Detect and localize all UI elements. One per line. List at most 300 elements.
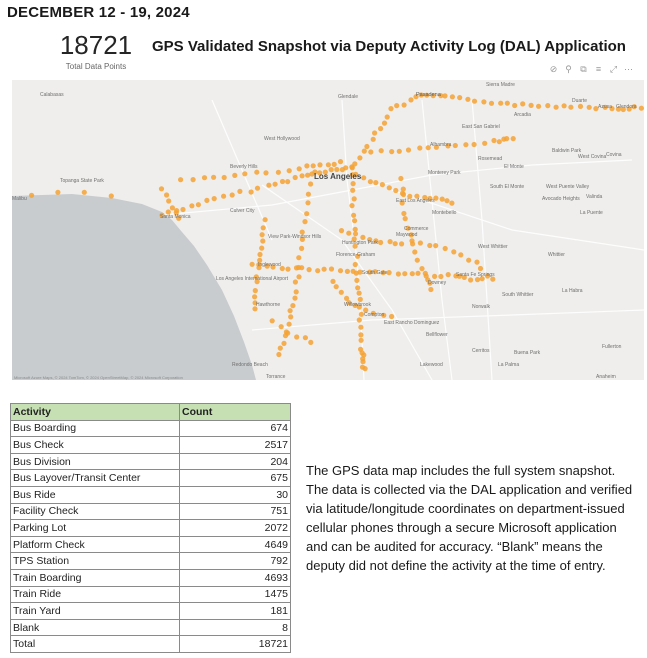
gps-point [351,181,356,186]
map-label-la-puente: La Puente [580,210,603,216]
gps-point [355,285,360,290]
gps-point [444,198,449,203]
gps-point [332,162,337,167]
gps-point [578,104,583,109]
gps-point [221,194,226,199]
gps-point [232,173,237,178]
gps-point [326,162,331,167]
gps-point [372,130,377,135]
activity-cell: Train Yard [11,603,180,620]
gps-point [398,176,403,181]
count-cell: 751 [180,503,291,520]
gps-point [345,269,350,274]
gps-point [278,346,283,351]
gps-point [82,190,87,195]
gps-point [415,271,420,276]
table-header-row [11,404,291,421]
gps-point [373,180,378,185]
activity-cell: Bus Ride [11,486,180,503]
table-row [11,569,291,586]
table-row [11,520,291,537]
gps-point [285,331,290,336]
gps-point [329,266,334,271]
gps-point [357,317,362,322]
gps-point [290,303,295,308]
map-label-glendale: Glendale [338,94,359,100]
gps-point [287,168,292,173]
gps-point [300,173,305,178]
gps-point [338,159,343,164]
gps-point [285,267,290,272]
gps-point [334,284,339,289]
map-label-huntington-park: Huntington Park [342,240,378,246]
activity-cell: Facility Check [11,503,180,520]
map-label-whittier: Whittier [548,252,565,258]
gps-point [491,138,496,143]
gps-map[interactable] [12,80,644,380]
gps-point [303,335,308,340]
gps-point [562,103,567,108]
count-cell: 181 [180,603,291,620]
map-label-la-habra: La Habra [562,288,583,294]
gps-point [380,182,385,187]
gps-point [304,163,309,168]
map-label-buena-park: Buena Park [514,350,541,356]
gps-point [351,213,356,218]
gps-point [468,277,473,282]
gps-point [482,141,487,146]
gps-point [497,139,502,144]
gps-point [358,325,363,330]
gps-point [180,207,185,212]
gps-point [536,104,541,109]
map-label-rosemead: Rosemead [478,156,503,162]
gps-point [315,268,320,273]
gps-point [385,114,390,119]
map-label-la-palma: La Palma [498,362,520,368]
gps-point [351,269,356,274]
gps-point [311,163,316,168]
map-label-duarte: Duarte [572,98,588,104]
gps-point [109,193,114,198]
gps-point [511,136,516,141]
gps-point [443,246,448,251]
gps-point [359,338,364,343]
map-label-montebello: Montebello [432,210,457,216]
gps-point [472,142,477,147]
gps-point [393,188,398,193]
count-cell: 30 [180,486,291,503]
gps-point [512,103,517,108]
map-explanation-note: The GPS data map includes the full system snapshot. The data is collected via the DAL application and verified via latitude/longitude coordinates on department-issued cellular phones through a secure Microsoft application and can be audited for accuracy. “Blank” means the deputy did not define the activity at the time of entry. [306,463,633,573]
gps-point [402,102,407,107]
map-label-monterey-park: Monterey Park [428,170,461,176]
activity-count-table [10,403,291,653]
gps-point [354,278,359,283]
gps-point [296,265,301,270]
map-label-fullerton: Fullerton [602,344,622,350]
table-row [11,437,291,454]
map-label-avocado-heights: Avocado Heights [542,196,580,202]
gps-point [255,186,260,191]
gps-point [389,149,394,154]
activity-column-header: Activity [11,404,180,421]
gps-point [261,225,266,230]
table-row [11,603,291,620]
gps-point [463,142,468,147]
map-label-south-el-monte: South El Monte [490,184,525,190]
gps-point [222,175,227,180]
map-label-south-gate: South Gate [362,270,388,276]
count-cell: 675 [180,470,291,487]
gps-point [451,249,456,254]
gps-point [442,93,447,98]
gps-point [401,211,406,216]
gps-point [263,170,268,175]
gps-point [257,252,262,257]
gps-point [364,144,369,149]
map-label-topanga-state-park: Topanga State Park [60,178,104,184]
gps-point [250,262,255,267]
gps-point [389,314,394,319]
map-label-pasadena: Pasadena [416,92,441,98]
map-label-lakewood: Lakewood [420,362,443,368]
gps-point [438,274,443,279]
activity-cell: Train Boarding [11,569,180,586]
gps-point [453,143,458,148]
map-label-norwalk: Norwalk [472,304,491,310]
gps-point [164,192,169,197]
map-label-los-angeles: Los Angeles [314,172,362,181]
table-row [11,470,291,487]
gps-point [230,192,235,197]
gps-point [346,231,351,236]
map-label-sierra-madre: Sierra Madre [486,82,515,88]
map-label-view-park-windsor-hills: View Park-Windsor Hills [268,234,322,240]
map-label-redondo-beach: Redondo Beach [232,362,268,368]
gps-point [249,189,254,194]
map-label-calabasas: Calabasas [40,92,64,98]
map-label-west-puente-valley: West Puente Valley [546,184,590,190]
map-label-south-whittier: South Whittier [502,292,534,298]
table-row [11,619,291,636]
gps-point [408,97,413,102]
gps-point [432,274,437,279]
gps-point [189,203,194,208]
gps-point [423,271,428,276]
gps-point [338,268,343,273]
gps-point [191,177,196,182]
count-cell: 4693 [180,569,291,586]
gps-point [465,97,470,102]
gps-point [276,352,281,357]
gps-point [308,340,313,345]
kpi-label: Total Data Points [65,62,127,71]
gps-point [362,149,367,154]
gps-point [242,171,247,176]
gps-point [639,106,644,111]
map-label-valinda: Valinda [586,194,603,200]
map-label-torrance: Torrance [266,374,286,380]
gps-point [55,190,60,195]
activity-cell: Bus Division [11,453,180,470]
gps-point [397,149,402,154]
gps-point [401,192,406,197]
count-cell: 204 [180,453,291,470]
gps-point [505,101,510,106]
gps-point [317,162,322,167]
map-label-glendora: Glendora [616,104,637,110]
table-row [11,486,291,503]
table-row [11,553,291,570]
count-cell: 1475 [180,586,291,603]
map-label-santa-fe-springs: Santa Fe Springs [456,272,495,278]
gps-point [406,147,411,152]
map-label-east-san-gabriel: East San Gabriel [462,124,500,130]
gps-point [498,101,503,106]
gps-point [166,198,171,203]
gps-point [293,175,298,180]
activity-cell: Bus Boarding [11,420,180,437]
map-label-west-covina: West Covina [578,154,607,160]
gps-point [279,324,284,329]
gps-point [330,279,335,284]
gps-point [554,105,559,110]
gps-point [504,136,509,141]
gps-point [204,198,209,203]
map-label-malibu: Malibu [12,196,27,202]
gps-point [481,99,486,104]
gps-point [307,267,312,272]
gps-point [545,103,550,108]
gps-point [478,266,483,271]
gps-point [446,272,451,277]
gps-point [450,94,455,99]
total-data-points-card [56,30,136,71]
table-row [11,636,291,653]
gps-point [387,185,392,190]
ocean [12,194,256,380]
gps-point [202,175,207,180]
gps-point [297,166,302,171]
gps-point [276,170,281,175]
gps-point [371,137,376,142]
gps-point [466,258,471,263]
gps-point [440,197,445,202]
gps-point [412,249,417,254]
gps-point [394,103,399,108]
more-icon[interactable]: ⋯ [624,64,633,74]
map-label-beverly-hills: Beverly Hills [230,164,258,170]
gps-point [352,161,357,166]
gps-point [296,255,301,260]
gps-point [29,193,34,198]
gps-point [253,288,258,293]
gps-point [294,334,299,339]
gps-point [252,294,257,299]
gps-point [273,182,278,187]
count-cell: 8 [180,619,291,636]
gps-point [489,101,494,106]
gps-point [418,240,423,245]
gps-point [263,217,268,222]
gps-point [368,179,373,184]
map-canvas [12,80,644,380]
gps-point [360,359,365,364]
gps-point [304,211,309,216]
gps-point [292,296,297,301]
gps-point [266,183,271,188]
gps-point [350,188,355,193]
gps-point [237,189,242,194]
gps-point [352,218,357,223]
table-row [11,453,291,470]
gps-point [285,179,290,184]
gps-point [294,289,299,294]
activity-cell: Total [11,636,180,653]
focus-icon[interactable]: ⤢ [609,64,618,74]
gps-point [388,106,393,111]
gps-point [212,196,217,201]
map-label-inglewood: Inglewood [258,262,281,268]
map-label-maywood: Maywood [396,232,418,238]
gps-point [293,279,298,284]
map-label-east-rancho-dominguez: East Rancho Dominguez [384,320,440,326]
gps-point [270,318,275,323]
gps-point [568,105,573,110]
gps-point [302,219,307,224]
gps-point [280,179,285,184]
gps-point [296,274,301,279]
gps-point [402,271,407,276]
kpi-value: 18721 [59,30,133,60]
gps-point [353,262,358,267]
table-row [11,536,291,553]
map-label-commerce: Commerce [404,226,429,232]
gps-point [178,177,183,182]
map-attribution: Microsoft Azure Maps, © 2024 TomTom, © 2024 OpenStreetMap, © 2024 Microsoft Corporation [14,375,183,380]
map-label-anaheim: Anaheim [596,374,616,380]
count-cell: 2072 [180,520,291,537]
gps-point [382,121,387,126]
gps-point [419,266,424,271]
gps-point [159,186,164,191]
count-cell: 2517 [180,437,291,454]
gps-point [393,241,398,246]
gps-point [211,175,216,180]
map-label-el-monte: El Monte [504,164,524,170]
activity-cell: Parking Lot [11,520,180,537]
count-cell: 674 [180,420,291,437]
gps-point [458,252,463,257]
gps-point [396,271,401,276]
map-label-cerritos: Cerritos [472,348,490,354]
count-cell: 792 [180,553,291,570]
table-row [11,503,291,520]
gps-point [379,148,384,153]
gps-point [427,243,432,248]
gps-point [259,246,264,251]
gps-point [306,192,311,197]
map-label-west-hollywood: West Hollywood [264,136,300,142]
map-label-culver-city: Culver City [230,208,255,214]
map-label-downey: Downey [428,280,447,286]
gps-point [433,243,438,248]
map-label-florence-graham: Florence-Graham [336,252,376,258]
count-cell: 4649 [180,536,291,553]
gps-point [474,260,479,265]
gps-point [287,322,292,327]
gps-point [363,366,368,371]
map-label-hawthorne: Hawthorne [256,302,281,308]
gps-point [343,165,348,170]
gps-point [322,267,327,272]
map-label-covina: Covina [606,152,622,158]
filter-icon[interactable]: ⊘ [549,64,558,74]
gps-point [339,290,344,295]
report-title: GPS Validated Snapshot via Deputy Activity Log (DAL) Application [152,38,626,55]
map-label-willowbrook: Willowbrook [344,302,371,308]
filter-lines-icon[interactable]: ≡ [595,64,602,74]
map-label-compton: Compton [364,312,385,318]
gps-point [529,103,534,108]
activity-cell: Train Ride [11,586,180,603]
gps-point [361,175,366,180]
gps-point [472,99,477,104]
map-label-azusa: Azusa [598,104,612,110]
activity-cell: Bus Layover/Transit Center [11,470,180,487]
gps-point [403,216,408,221]
gps-point [587,105,592,110]
gps-point [260,232,265,237]
gps-point [281,341,286,346]
visual-header-icons [549,64,633,75]
map-label-baldwin-park: Baldwin Park [552,148,582,154]
gps-point [378,126,383,131]
gps-point [353,231,358,236]
gps-point [352,196,357,201]
gps-point [349,203,354,208]
activity-cell: Blank [11,619,180,636]
map-label-los-angeles-international-airport: Los Angeles International Airport [216,276,288,282]
gps-point [170,205,175,210]
gps-point [339,228,344,233]
gps-point [305,200,310,205]
gps-point [357,155,362,160]
gps-point [428,287,433,292]
count-cell: 18721 [180,636,291,653]
map-label-bellflower: Bellflower [426,332,448,338]
gps-point [415,258,420,263]
gps-point [254,170,259,175]
activity-cell: TPS Station [11,553,180,570]
pin-icon[interactable]: ⚲ [565,64,572,74]
gps-point [288,314,293,319]
gps-point [409,238,414,243]
map-label-east-los-angeles: East Los Angeles [396,198,435,204]
map-label-arcadia: Arcadia [514,112,531,118]
gps-point [449,201,454,206]
gps-point [368,149,373,154]
copy-icon[interactable]: ⧉ [580,64,587,74]
gps-point [260,238,265,243]
gps-point [410,271,415,276]
map-label-alhambra: Alhambra [430,142,452,148]
gps-point [288,308,293,313]
gps-point [357,291,362,296]
gps-point [196,202,201,207]
gps-point [299,246,304,251]
